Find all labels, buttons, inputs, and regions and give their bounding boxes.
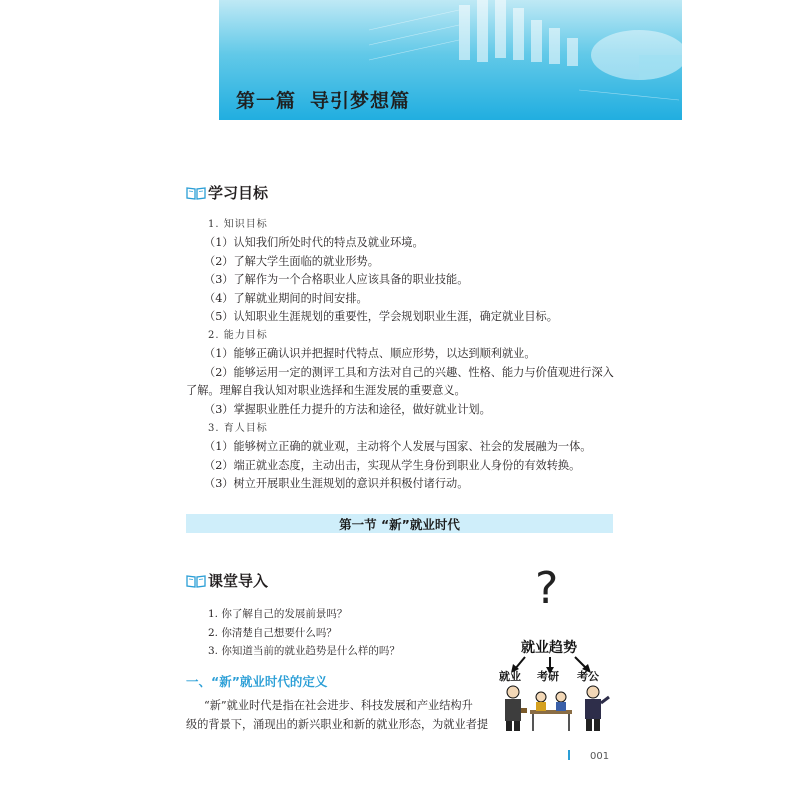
learning-goals-title: 学习目标 bbox=[208, 184, 269, 202]
moral-goals-title: 3. 育人目标 bbox=[208, 423, 268, 434]
knowledge-goal-item: （1）认知我们所处时代的特点及就业环境。 bbox=[204, 236, 424, 249]
open-book-icon bbox=[186, 186, 206, 200]
knowledge-goal-item: （3）了解作为一个合格职业人应该具备的职业技能。 bbox=[204, 273, 469, 286]
intro-question: 1. 你了解自己的发展前景吗？ bbox=[208, 608, 348, 620]
body-paragraph-line: “新”就业时代是指在社会进步、科技发展和产业结构升 bbox=[204, 699, 473, 712]
ability-goal-item: （1）能够正确认识并把握时代特点、顺应形势，以达到顺利就业。 bbox=[204, 347, 536, 360]
trend-label: 就业趋势 bbox=[521, 640, 577, 656]
knowledge-goal-item: （5）认知职业生涯规划的重要性，学会规划职业生涯，确定就业目标。 bbox=[204, 310, 558, 323]
page-number bbox=[568, 750, 609, 762]
class-intro-heading bbox=[186, 570, 268, 591]
intro-question: 2. 你清楚自己想要什么吗？ bbox=[208, 627, 337, 639]
official-figure bbox=[585, 686, 609, 731]
moral-goal-item: （3）树立开展职业生涯规划的意识并积极付诸行动。 bbox=[204, 477, 469, 490]
section-title: 第一节 “新”就业时代 bbox=[339, 516, 460, 532]
chapter-title bbox=[236, 86, 410, 113]
chapter-banner bbox=[219, 0, 682, 120]
subsection-title: 一、“新”就业时代的定义 bbox=[186, 674, 328, 689]
knowledge-goal-item: （2）了解大学生面临的就业形势。 bbox=[204, 255, 379, 268]
body-paragraph-line: 级的背景下，涌现出的新兴职业和新的就业形态，为就业者提 bbox=[186, 718, 489, 731]
branch-label: 考研 bbox=[537, 670, 559, 683]
page-number-divider bbox=[568, 750, 570, 760]
intro-question: 3. 你知道当前的就业趋势是什么样的吗？ bbox=[208, 645, 400, 657]
chapter-part: 第一篇 bbox=[236, 90, 297, 112]
page-number-value: 001 bbox=[590, 751, 610, 762]
ability-goal-item: （2）能够运用一定的测评工具和方法对自己的兴趣、性格、能力与价值观进行深入 bbox=[204, 366, 614, 379]
branch-label: 考公 bbox=[577, 670, 599, 683]
moral-goal-item: （2）端正就业态度，主动出击，实现从学生身份到职业人身份的有效转换。 bbox=[204, 459, 581, 472]
chapter-name: 导引梦想篇 bbox=[310, 90, 411, 112]
knowledge-goal-item: （4）了解就业期间的时间安排。 bbox=[204, 292, 368, 305]
students-at-desk-figure bbox=[530, 692, 572, 731]
question-mark-graphic: ? bbox=[535, 563, 559, 614]
knowledge-goals-title: 1. 知识目标 bbox=[208, 219, 268, 230]
learning-goals-heading bbox=[186, 182, 268, 203]
class-intro-title: 课堂导入 bbox=[208, 572, 269, 590]
branch-label: 就业 bbox=[499, 670, 521, 683]
open-book-icon bbox=[186, 574, 206, 588]
ability-goals-title: 2. 能力目标 bbox=[208, 330, 268, 341]
employment-trend-illustration bbox=[485, 565, 615, 739]
moral-goal-item: （1）能够树立正确的就业观，主动将个人发展与国家、社会的发展融为一体。 bbox=[204, 440, 592, 453]
ability-goal-item-continued: 了解。理解自我认知对职业选择和生涯发展的重要意义。 bbox=[186, 384, 466, 397]
businessman-figure bbox=[505, 686, 527, 731]
section-title-bar bbox=[186, 514, 613, 533]
ability-goal-item: （3）掌握职业胜任力提升的方法和途径，做好就业计划。 bbox=[204, 403, 491, 416]
